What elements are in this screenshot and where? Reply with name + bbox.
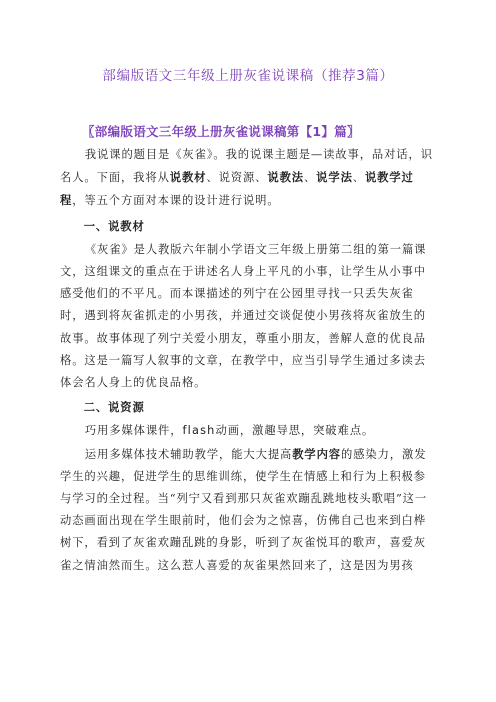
intro-text-2: ，等五个方面对本课的设计进行说明。 — [72, 194, 280, 208]
heading-textbook: 一、说教材 — [83, 218, 145, 233]
document-body — [60, 144, 438, 577]
heading-resources: 二、说资源 — [83, 400, 145, 415]
intro-bold-3: 说学法 — [316, 170, 353, 185]
multimedia-bold: 教学内容 — [292, 446, 342, 461]
multimedia-text-post: 的感染力，激发学生的兴趣，促进学生的思维训练，使学生在情感上和行为上积极参与学习的全过程。当“列宁又看到那只灰雀欢蹦乱跳地枝头歌唱”这一动态画面出现在学生眼前时，他们会为之惊喜，仿佛自己也来到白桦树下，看到了灰雀欢蹦乱跳的身影，听到了灰雀悦耳的歌声，喜爱灰雀之情油然而生。这么惹人喜爱的灰雀果然回来了，这是因为男孩 — [60, 447, 428, 572]
intro-sep-3: 、 — [352, 171, 365, 185]
intro-bold-1: 说教材 — [169, 170, 207, 185]
intro-bold-4: 说教学过程 — [60, 170, 414, 208]
intro-bold-2: 说教法 — [267, 170, 304, 185]
document-title: 部编版语文三年级上册灰雀说课稿（推荐3篇） — [102, 68, 394, 84]
paragraph-multimedia — [60, 443, 438, 577]
intro-text-1: 我说课的题目是《灰雀》。我的说课主题是—读故事，品对话，识名人。下面，我将从 — [60, 148, 433, 185]
intro-sep-1: 、说资源、 — [206, 171, 268, 185]
intro-paragraph — [60, 144, 438, 213]
section-title: 〖部编版语文三年级上册灰雀说课稿第【1】篇〗 — [82, 124, 360, 139]
resources-text-pre: 巧用多媒体课件， — [84, 424, 183, 438]
resources-flash: flash — [182, 424, 216, 438]
resources-text-post: 动画，激趣导思，突破难点。 — [215, 424, 375, 438]
intro-sep-2: 、 — [303, 171, 317, 185]
multimedia-text-pre: 运用多媒体技术辅助教学，能大大提高 — [84, 447, 293, 461]
paragraph-resources — [60, 420, 438, 442]
paragraph-textbook: 《灰雀》是人教版六年制小学语文三年级上册第二组的第一篇课文，这组课文的重点在于讲述名人身上平凡的小事，让学生从小事中感受他们的不平凡。而本课描述的列宁在公园里寻找一只丢失灰雀时，遇到将灰雀抓走的小男孩，并通过交谈促使小男孩将灰雀放生的故事。故事体现了列宁关爱小朋友，尊重小朋友，善解人意的优良品格。这是一篇写人叙事的文章，在教学中，应当引导学生通过多读去体会名人身上的优良品格。 — [60, 242, 427, 390]
